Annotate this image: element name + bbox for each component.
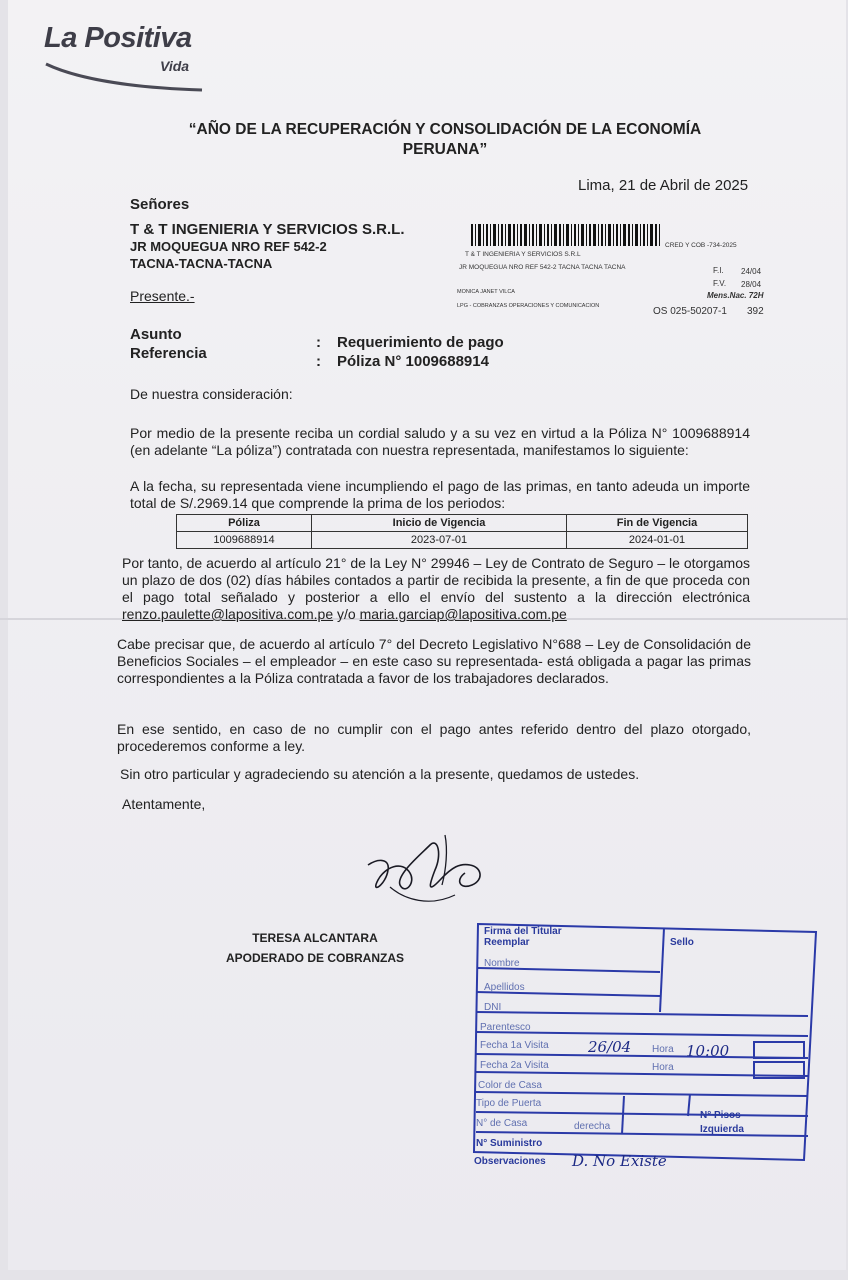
email-link-maria[interactable]: maria.garciap@lapositiva.com.pe — [359, 606, 567, 622]
paragraph-1: Por medio de la presente reciba un cordial saludo y a su vez en virtud a la Póliza N° 1009688914 (en adelante “La póliza”) contratada con nuestra representada, manifestamos lo siguiente: — [130, 425, 750, 458]
paragraph-2: A la fecha, su representada viene incumpliendo el pago de las primas, en tanto adeuda un importe total de S/.2969.14 que comprende la prima de los periodos: — [130, 478, 750, 511]
stamp-reemplar-label: Reemplar — [484, 937, 530, 948]
stamp-fv-value: 28/04 — [741, 280, 762, 289]
signer-name: TERESA ALCANTARA — [252, 931, 378, 945]
delivery-stamp — [464, 920, 824, 1180]
paragraph-3 — [122, 555, 750, 623]
stamp-observaciones-label: Observaciones — [474, 1156, 546, 1167]
paragraph-4: Cabe precisar que, de acuerdo al artículo 7° del Decreto Legislativo N°688 – Ley de Consolidación de Beneficios Sociales – el empleador – en este caso su representada- está obligada a pagar las primas correspondientes a la Póliza contratada a favor de los trabajadores declarados. — [117, 636, 751, 686]
stamp-fi-label: F.I. — [713, 266, 724, 275]
closing: Atentamente, — [122, 796, 206, 812]
salutation: Señores — [130, 196, 190, 213]
cell-inicio: 2023-07-01 — [312, 532, 567, 549]
referencia-value: Póliza N° 1009688914 — [337, 353, 489, 370]
cell-poliza: 1009688914 — [177, 532, 312, 549]
email-separator: y/o — [337, 606, 356, 622]
stamp-dni-label: DNI — [484, 1002, 502, 1013]
recipient-city: TACNA-TACNA-TACNA — [130, 256, 273, 271]
cell-fin: 2024-01-01 — [567, 532, 748, 549]
stamp-tipo-puerta-label: Tipo de Puerta — [476, 1098, 542, 1109]
stamp-mens: Mens.Nac. 72H — [707, 291, 764, 300]
company-logo-sub: Vida — [160, 58, 190, 74]
stamp-cred: CRED Y COB -734-2025 — [665, 242, 737, 249]
signature-block — [120, 928, 510, 968]
paragraph-6: Sin otro particular y agradeciendo su atención a la presente, quedamos de ustedes. — [120, 766, 640, 782]
stamp-os-number: 392 — [747, 306, 764, 317]
stamp-nombre-label: Nombre — [484, 958, 520, 969]
handwritten-signature-icon — [360, 825, 495, 920]
referencia-colon: : — [316, 353, 321, 370]
stamp-fv-label: F.V. — [713, 279, 727, 288]
recipient-company: T & T INGENIERIA Y SERVICIOS S.R.L. — [130, 221, 405, 238]
presente: Presente.- — [130, 288, 195, 304]
stamp-firma-label: Firma del Titular — [484, 926, 562, 937]
company-logo: La Positiva — [44, 22, 192, 54]
stamp-parentesco-label: Parentesco — [480, 1022, 531, 1033]
stamp-fecha1-label: Fecha 1a Visita — [480, 1040, 549, 1051]
table-row — [177, 532, 748, 549]
stamp-n-pisos-label: N° Pisos — [700, 1110, 741, 1121]
stamp-hora2-label: Hora — [652, 1062, 674, 1073]
receipt-stamp — [455, 214, 785, 326]
barcode-icon — [471, 224, 661, 246]
header-fin: Fin de Vigencia — [567, 515, 748, 532]
stamp-derecha-label: derecha — [574, 1121, 611, 1132]
stamp-izquierda-label: Izquierda — [700, 1124, 744, 1135]
stamp-company: T & T INGENIERIA Y SERVICIOS S.R.L — [465, 251, 581, 258]
stamp-suministro-label: N° Suministro — [476, 1138, 543, 1149]
paragraph-5: En ese sentido, en caso de no cumplir con el pago antes referido dentro del plazo otorgado, procederemos conforme a ley. — [117, 721, 751, 754]
header-inicio: Inicio de Vigencia — [312, 515, 567, 532]
recipient-address: JR MOQUEGUA NRO REF 542-2 — [130, 239, 327, 254]
email-link-renzo[interactable]: renzo.paulette@lapositiva.com.pe — [122, 606, 334, 622]
stamp-os: OS 025-50207-1 — [653, 306, 727, 317]
handwritten-observation: D. No Existe — [572, 1152, 667, 1170]
stamp-color-casa-label: Color de Casa — [478, 1080, 542, 1091]
stamp-dept: LPG - COBRANZAS OPERACIONES Y COMUNICACION — [457, 303, 600, 309]
stamp-address: JR MOQUEGUA NRO REF 542-2 TACNA TACNA TACNA — [459, 264, 626, 271]
table-header-row — [177, 515, 748, 532]
handwritten-visit-time: 10:00 — [686, 1042, 730, 1060]
paragraph-3-text: Por tanto, de acuerdo al artículo 21° de la Ley N° 29946 – Ley de Contrato de Seguro – le otorgamos un plazo de dos (02) días hábiles contados a partir de recibida la presente, a fin de que proceda con el pago total señalado y posterior a ello el envío del sustento a la dirección electrónica — [122, 555, 750, 605]
stamp-fecha2-label: Fecha 2a Visita — [480, 1060, 549, 1071]
year-motto: “AÑO DE LA RECUPERACIÓN Y CONSOLIDACIÓN DE LA ECONOMÍA PERUANA” — [188, 121, 702, 158]
stamp-sello-label: Sello — [670, 937, 694, 948]
stamp-person: MONICA JANET VILCA — [457, 289, 515, 295]
asunto-colon: : — [316, 334, 321, 351]
header-poliza: Póliza — [177, 515, 312, 532]
policy-table — [176, 514, 748, 549]
asunto-label: Asunto — [130, 326, 182, 343]
stamp-fi-value: 24/04 — [741, 267, 762, 276]
referencia-label: Referencia — [130, 345, 207, 362]
handwritten-visit-date: 26/04 — [588, 1038, 632, 1056]
signer-title: APODERADO DE COBRANZAS — [225, 951, 404, 965]
asunto-value: Requerimiento de pago — [337, 334, 504, 351]
logo-swoosh-icon — [44, 60, 204, 96]
date-line: Lima, 21 de Abril de 2025 — [578, 177, 749, 194]
stamp-hora-label: Hora — [652, 1044, 674, 1055]
stamp-apellidos-label: Apellidos — [484, 982, 525, 993]
stamp-n-casa-label: N° de Casa — [476, 1118, 528, 1129]
greeting: De nuestra consideración: — [130, 386, 293, 402]
